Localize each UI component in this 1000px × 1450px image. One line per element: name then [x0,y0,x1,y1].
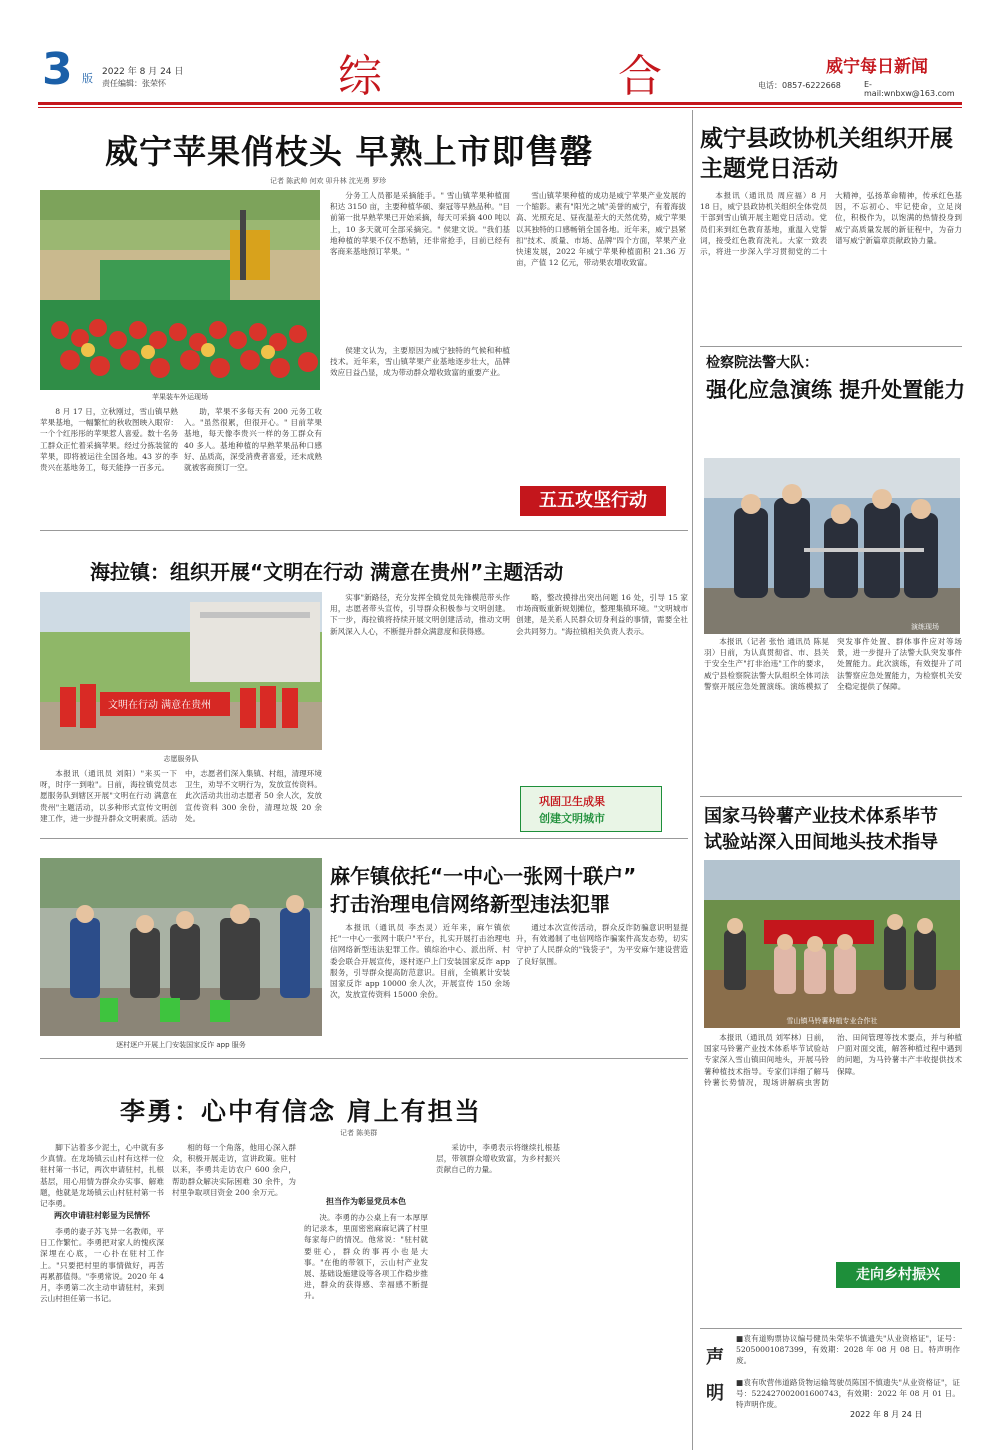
apple-col2-text: 助，苹果不多每天有 200 元务工收入。"虽然很累，但很开心。" 目前苹果基地，每天像李贵兴一样的务工群众有 40 多人。基地种植的早熟苹果品种口感好、品质高，深受消费者喜爱，还未成熟就被客商预订一空。 [184,407,322,473]
issue-date: 2022 年 8 月 24 日 [102,67,184,77]
haila-text3 [516,592,688,778]
mazha-text2 [516,922,688,1046]
notice-date: 2022 年 8 月 24 日 [850,1410,923,1419]
liyong-col1b [40,1226,164,1416]
editor-credit: 责任编辑：张荣怀 [102,79,166,88]
page-unit: 版 [82,72,93,85]
header-rule-thin [38,107,962,108]
liyong-col1 [40,1142,164,1209]
mazha-headline-1: 麻乍镇依托“一中心一张网十联户” [330,864,637,888]
section-title-2: 合 [618,51,662,102]
apple-byline: 记者 陈武帅 何欢 卯升林 沈光勇 罗珍 [270,177,387,185]
potato-text [704,1032,962,1258]
rural-banner: 走向乡村振兴 [836,1262,960,1288]
civic-banner [520,786,662,832]
mazha-photo [40,858,322,1036]
right-column-rule [692,110,693,1450]
apple-col4 [330,345,510,523]
notice-item-1: ■袁有道购票协议编号健员朱荣华不慎遗失"从业资格证"，证号：52050001087399，有效期：2028 年 08 月 08 日。特声明作废。 [736,1334,960,1366]
apple-col5 [516,190,686,480]
apple-col1-text: 8 月 17 日，立秋刚过，雪山镇早熟苹果基地，一幅繁忙的秋收图映入眼帘：一个个红彤彤的苹果惹人喜爱。数十名务工群众正忙着采摘苹果。经过分拣装筐的苹果，即将被运往全国各地。43 岁的李贵兴在基地务工，每天能挣一百多元。 [40,407,178,473]
liyong-col3 [304,1212,428,1416]
civic-banner-line1: 巩固卫生成果 [539,795,605,808]
apple-col5-text: 雪山镇苹果种植的成功是威宁苹果产业发展的一个缩影。素有"阳光之城"美誉的威宁，有着海拔高、光照充足、昼夜温差大的天然优势，威宁苹果以其独特的口感畅销全国各地。近年来，威宁县紧扣"技术、质量、市场、品牌"四个方面，苹果产业快速发展，2022 年威宁苹果种植面积 21.36 万亩，产值 12 亿元，带动果农增收致富。 [516,191,686,268]
haila-text [40,768,322,830]
cppcc-headline: 威宁县政协机关组织开展主题党日活动 [700,126,953,182]
police-text [704,636,962,792]
mazha-text2-body: 通过本次宣传活动，群众反诈防骗意识明显提升，有效遏制了电信网络诈骗案件高发态势，切实守护了人民群众的"钱袋子"，为平安麻乍建设营造了良好氛围。 [516,923,688,966]
liyong-col2-text: 相的每一个角落，他用心深入群众，积极开展走访，宣讲政策。驻村以来，李勇共走访农户 600 余户，帮助群众解决实际困难 30 余件，为村里争取项目资金 200 余万元。 [172,1143,296,1197]
divider-apple [40,530,688,531]
apple-col2 [184,406,322,522]
liyong-subhead-2: 担当作为彰显党员本色 [326,1197,406,1206]
notice-item-2: ■袁有吹营伟道路货物运输驾驶员陈国不慎遗失"从业资格证"，证号：522427002001600743，有效期：2022 年 08 月 01 日。特声明作废。 [736,1378,960,1410]
apple-headline: 威宁苹果俏枝头 早熟上市即售罄 [105,132,594,171]
police-headline: 强化应急演练 提升处置能力 [706,378,966,402]
haila-caption: 志愿服务队 [163,755,199,763]
police-headline-top: 检察院法警大队： [706,355,818,371]
page-number: 3 [42,44,73,95]
liyong-col2 [172,1142,296,1416]
haila-text-body: 本报讯（通讯员 刘阳）"来买一下呀，时序一到啦"。日前，海拉镇党员志愿服务队到辖区开展"文明在行动 满意在贵州"主题活动，以多种形式宣传文明创建工作，进一步提升群众文明素质。活动中，志愿者们深入集镇、村组，清理环境卫生，劝导不文明行为，发放宣传资料。此次活动共出动志愿者 50 余人次，发放宣传资料 300 余份，清理垃圾 20 余处。 [40,769,322,823]
potato-caption: 雪山镇马铃薯种植专业合作社 [786,1017,878,1025]
liyong-col4-text: 采访中，李勇表示将继续扎根基层，带领群众增收致富，为乡村振兴贡献自己的力量。 [436,1143,560,1175]
liyong-col1-text: 脚下沾着多少泥土，心中就有多少真情。在龙场镇云山村有这样一位驻村第一书记，两次申请驻村，扎根基层，用心用情为群众办实事、解难题，他就是龙场镇云山村驻村第一书记李勇。 [40,1143,164,1209]
police-caption: 演练现场 [911,623,939,631]
divider-potato [700,796,962,797]
mazha-text [330,922,510,1046]
cppcc-text-body: 本报讯（通讯员 周应福）8 月 18 日，威宁县政协机关组织全体党员干部到雪山镇开展主题党日活动。党员们来到红色教育基地，重温入党誓词，接受红色教育洗礼。大家一致表示，将进一步深入学习贯彻党的二十大精神，弘扬革命精神，传承红色基因，不忘初心、牢记使命，立足岗位，积极作为，以饱满的热情投身到威宁高质量发展的新征程中，为奋力谱写威宁新篇章贡献政协力量。 [700,191,962,257]
potato-headline-1: 国家马铃薯产业技术体系毕节 [704,806,938,827]
haila-text3-body: 略，整改摸排出突出问题 16 处，引导 15 家市场商贩重新规划摊位，整理集镇环境。"文明城市创建，是关系人民群众切身利益的事情，需要全社会共同努力。"海拉镇相关负责人表示。 [516,593,688,636]
mazha-text-body: 本报讯（通讯员 李杰灵）近年来，麻乍镇依托"一中心一张网十联户"平台，扎实开展打击治理电信网络新型违法犯罪工作。镇综治中心、派出所、村委会联合开展宣传，逐村逐户上门安装国家反诈 app 服务，引导群众提高防范意识。目前，全镇累计安装国家反诈 app 10000 余人次，开展宣传 150 余场次，发放宣传资料 15000 余份。 [330,923,510,1000]
apple-col3 [330,190,510,340]
liyong-col1b-text: 李勇的妻子苏飞异一名教师，平日工作繁忙。李勇把对家人的愧疚深深埋在心底，一心扑在驻村工作上。"只要把村里的事情做好，再苦再累都值得。"李勇常说。2020 年 4 月，李勇第二次主动申请驻村，来到云山村担任第一书记。 [40,1227,164,1304]
police-photo [704,458,960,634]
apple-caption: 苹果装车外运现场 [152,393,208,401]
contact-email: E-mail:wnbxw@163.com [864,80,955,98]
potato-headline-2: 试验站深入田间地头技术指导 [704,832,938,853]
divider-police [700,346,962,347]
header-rule [38,102,962,105]
apple-col4-text: 侯建文认为，主要原因为威宁独特的气候和种植技术。近年来，雪山镇苹果产业基地逐步壮大，品牌效应日益凸显，成为带动群众增收致富的重要产业。 [330,346,510,378]
cppcc-text [700,190,962,340]
haila-photo [40,592,322,750]
liyong-col3-text: 决。李勇的办公桌上有一本厚厚的记录本，里面密密麻麻记满了村里每家每户的情况。他常说："驻村就要驻心，群众的事再小也是大事。"在他的带领下，云山村产业发展、基础设施建设等各项工作稳步推进，群众的获得感、幸福感不断提升。 [304,1213,428,1301]
liyong-col4 [436,1142,560,1416]
apple-col1 [40,406,178,522]
haila-headline: 海拉镇：组织开展“文明在行动 满意在贵州”主题活动 [90,560,564,584]
contact-phone: 电话：0857-6222668 [758,81,841,90]
liyong-byline: 记者 陈美群 [340,1129,378,1137]
svg-text:文明在行动 满意在贵州: 文明在行动 满意在贵州 [108,700,212,711]
potato-text-body: 本报讯（通讯员 刘军林）日前，国家马铃薯产业技术体系毕节试验站专家深入雪山镇田间地头，开展马铃薯种植技术指导。专家们详细了解马铃薯长势情况，现场讲解病虫害防治、田间管理等技术要点，并与种植户面对面交流，解答种植过程中遇到的问题，为马铃薯丰产丰收提供技术保障。 [704,1033,962,1087]
haila-text2-body: 实事"新路径，充分发挥全镇党员先锋模范带头作用，志愿者带头宣传，引导群众积极参与文明创建。下一步，海拉镇将持续开展文明创建活动，推动文明新风深入人心，不断提升群众满意度和获得感。 [330,593,510,636]
notice-label-1: 声 [706,1347,724,1368]
section-title-1: 综 [338,51,382,102]
civic-banner-line2: 创建文明城市 [539,812,605,825]
divider-haila [40,838,688,839]
notice-label-2: 明 [706,1383,724,1404]
potato-photo [704,860,960,1028]
mazha-caption: 逐村逐户开展上门安装国家反诈 app 服务 [116,1041,246,1049]
police-text-body: 本报讯（记者 张怡 通讯员 陈晃羽）日前，为认真贯彻省、市、县关于安全生产"打非治违"工作的要求，威宁县检察院法警大队组织全体司法警察开展应急处置演练。演练模拟了突发事件处置、群体事件应对等场景，进一步提升了法警大队突发事件处置能力。此次演练，有效提升了司法警察应急处置能力，为检察机关安全稳定提供了保障。 [704,637,962,691]
liyong-subhead-1: 两次申请驻村彰显为民情怀 [54,1211,150,1220]
brand-title: 威宁每日新闻 [826,57,928,77]
divider-mazha [40,1058,688,1059]
haila-text2 [330,592,510,832]
masthead [38,42,962,102]
mazha-headline-2: 打击治理电信网络新型违法犯罪 [330,892,610,916]
apple-photo [40,190,320,390]
liyong-headline: 李勇：心中有信念 肩上有担当 [120,1097,482,1126]
wuwu-banner: 五五攻坚行动 [520,486,666,516]
apple-col3-text: 分务工人员都是采摘能手。" 雪山镇苹果种植面积达 3150 亩，主要种植华硕、秦冠等早熟品种。"目前第一批早熟苹果已开始采摘，每天可采摘 400 吨以上，10 多天就可全部采摘完。" 侯建文说。"我们基地种植的苹果不仅不愁销，还非常抢手，目前已经有客商来基地预订苹果。" [330,191,510,257]
notice-box [700,1328,962,1421]
